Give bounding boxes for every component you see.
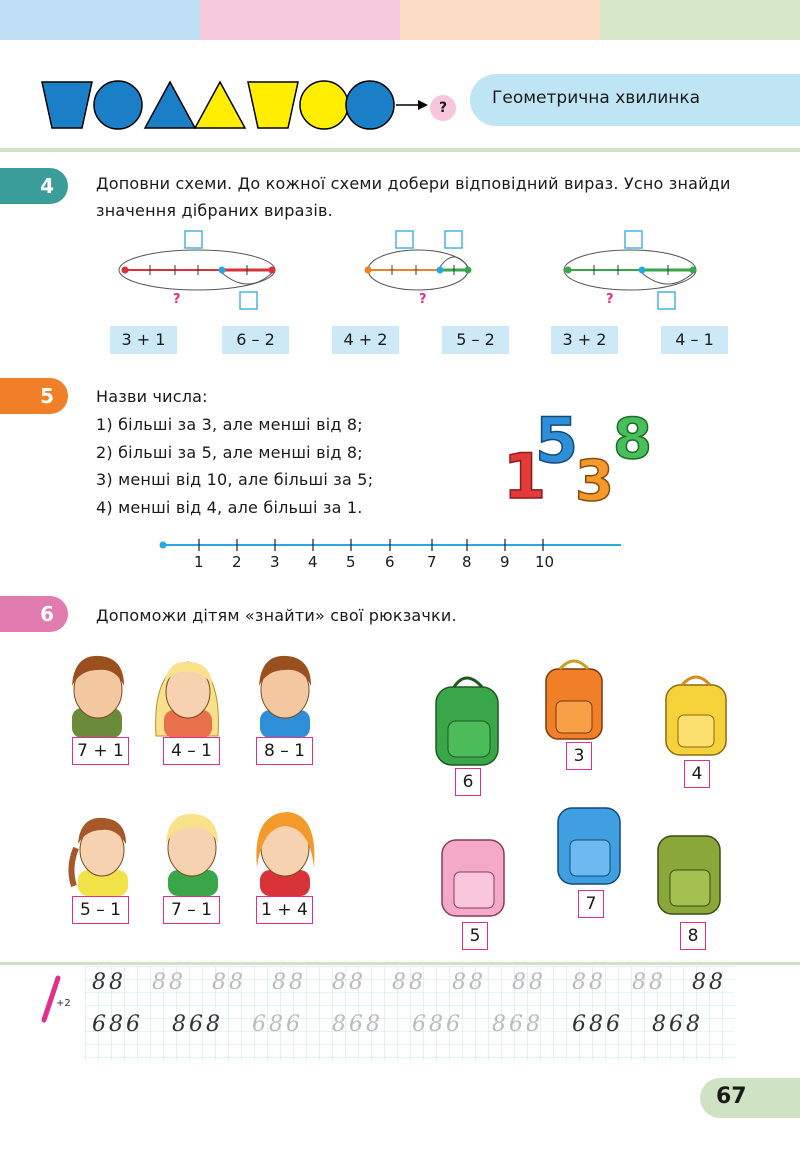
handwriting-sample: 88: [692, 970, 726, 995]
task5-intro: Назви числа:: [96, 387, 208, 406]
divider: [0, 962, 800, 965]
cartoon-numbers-illustration: [495, 400, 675, 512]
handwriting-tracing: 88: [512, 970, 546, 995]
task-number-tab: 5: [0, 378, 68, 414]
expression-card[interactable]: 3 + 1: [110, 326, 177, 354]
children-row-2: [60, 808, 330, 898]
handwriting-tracing: 88: [452, 970, 486, 995]
task5-item: 1) більші за 3, але менші від 8;: [96, 415, 363, 434]
task5-item: 4) менші від 4, але більші за 1.: [96, 498, 363, 517]
handwriting-tracing: 88: [332, 970, 366, 995]
circle-shape: [300, 81, 348, 129]
handwriting-tracing: 686: [412, 1012, 463, 1037]
number-line-label: 1: [194, 553, 204, 571]
svg-text:+2: +2: [56, 998, 71, 1009]
unknown-mark: ?: [606, 292, 614, 307]
children-row-1: [60, 650, 330, 740]
child-face-girl-redhead: [256, 812, 314, 896]
scheme-1: [119, 231, 276, 309]
number-line-label: 9: [500, 553, 510, 571]
backpack-orange: [546, 661, 602, 739]
task6-text: Допоможи дітям «знайти» свої рюкзачки.: [96, 606, 457, 625]
backpack-olive: [658, 836, 720, 914]
child-face-boy-blonde: [166, 814, 218, 896]
unknown-mark: ?: [173, 292, 181, 307]
number-line-label: 2: [232, 553, 242, 571]
svg-text:5: 5: [535, 404, 579, 477]
task-number-tab: 6: [0, 596, 68, 632]
divider: [0, 148, 800, 152]
handwriting-tracing: 88: [152, 970, 186, 995]
circle-shape: [346, 81, 394, 129]
child-face-girl-blonde: [156, 662, 219, 738]
top-color-bar: [0, 0, 800, 40]
section-title-pill: [470, 74, 800, 126]
section-title: Геометрична хвилинка: [492, 88, 701, 108]
scheme-3: [564, 231, 697, 309]
handwriting-sample: 88: [92, 970, 126, 995]
handwriting-tracing: 868: [332, 1012, 383, 1037]
svg-text:8: 8: [613, 407, 652, 472]
handwriting-tracing: 88: [272, 970, 306, 995]
child-expression-label: 1 + 4: [256, 896, 313, 924]
task4-text: Доповни схеми. До кожної схеми добери відповідний вираз. Усно знайди значення дібраних виразів.: [96, 174, 731, 220]
task5-item: 3) менші від 10, але більші за 5;: [96, 470, 374, 489]
question-bubble: ?: [430, 95, 456, 121]
answer-box: [445, 231, 462, 248]
child-expression-label: 7 + 1: [72, 737, 129, 765]
trapezoid-shape: [42, 82, 92, 128]
child-expression-label: 7 – 1: [163, 896, 220, 924]
handwriting-sample: 868: [172, 1012, 223, 1037]
unknown-mark: ?: [419, 292, 427, 307]
backpack-blue: [558, 808, 620, 884]
expression-card[interactable]: 4 – 1: [661, 326, 728, 354]
page-number: 67: [716, 1084, 747, 1109]
task5-item: 2) більші за 5, але менші від 8;: [96, 443, 363, 462]
pencil-icon: [38, 972, 80, 1028]
number-line-label: 5: [346, 553, 356, 571]
task-number-tab: 4: [0, 168, 68, 204]
child-expression-label: 4 – 1: [163, 737, 220, 765]
number-line-label: 7: [427, 553, 437, 571]
backpack-number-label: 5: [462, 922, 488, 950]
number-line-label: 4: [308, 553, 318, 571]
handwriting-tracing: 868: [492, 1012, 543, 1037]
backpack-number-label: 7: [578, 890, 604, 918]
handwriting-sample: 686: [572, 1012, 623, 1037]
expression-card[interactable]: 6 – 2: [222, 326, 289, 354]
backpack-green: [436, 678, 498, 765]
backpack-pink: [442, 840, 504, 916]
handwriting-tracing: 88: [572, 970, 606, 995]
answer-box: [185, 231, 202, 248]
handwriting-tracing: 88: [392, 970, 426, 995]
svg-text:1: 1: [503, 440, 547, 512]
handwriting-sample: 868: [652, 1012, 703, 1037]
child-face-girl: [71, 818, 128, 896]
number-line: [155, 535, 635, 559]
child-expression-label: 5 – 1: [72, 896, 129, 924]
triangle-shape: [195, 82, 245, 128]
backpack-number-label: 3: [566, 742, 592, 770]
number-line-label: 6: [385, 553, 395, 571]
backpack-yellow: [666, 677, 726, 755]
svg-text:3: 3: [575, 449, 614, 512]
handwriting-tracing: 686: [252, 1012, 303, 1037]
page-number-tab: [700, 1078, 800, 1118]
circle-shape: [94, 81, 142, 129]
handwriting-sample: 686: [92, 1012, 143, 1037]
backpack-number-label: 6: [455, 768, 481, 796]
answer-box: [396, 231, 413, 248]
geometric-shapes-sequence: [40, 78, 430, 132]
answer-box: [658, 292, 675, 309]
arrow-right-icon: [418, 100, 428, 110]
trapezoid-shape: [248, 82, 298, 128]
triangle-shape: [145, 82, 195, 128]
backpack-number-label: 4: [684, 760, 710, 788]
expression-card[interactable]: 4 + 2: [332, 326, 399, 354]
child-face-boy: [259, 656, 311, 738]
child-expression-label: 8 – 1: [256, 737, 313, 765]
number-line-label: 10: [535, 553, 555, 571]
expression-card[interactable]: 5 – 2: [442, 326, 509, 354]
expression-card[interactable]: 3 + 2: [551, 326, 618, 354]
answer-box: [625, 231, 642, 248]
answer-box: [240, 292, 257, 309]
backpack-number-label: 8: [680, 922, 706, 950]
number-line-label: 3: [270, 553, 280, 571]
scheme-2: [365, 231, 472, 290]
child-face-boy: [72, 656, 124, 738]
number-line-label: 8: [462, 553, 472, 571]
handwriting-tracing: 88: [632, 970, 666, 995]
handwriting-tracing: 88: [212, 970, 246, 995]
